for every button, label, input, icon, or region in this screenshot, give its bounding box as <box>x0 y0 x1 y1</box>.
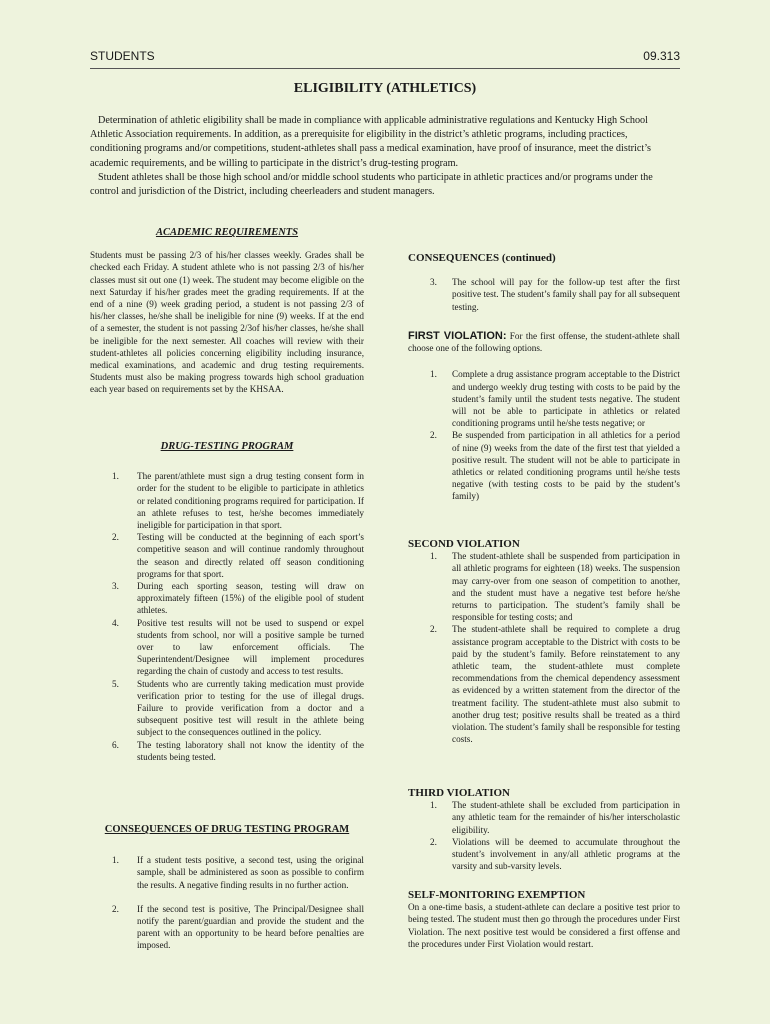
list-item: 5. Students who are currently taking medication must provide verification prior to testing for the use of illegal drugs. Failure to provide verification from a doctor and a subsequent positive test will result in the athlete being subject to the consequences outlined in the policy. <box>112 678 364 738</box>
list-item: 2. Violations will be deemed to accumulate throughout the student’s involvement in any/all athletic programs at the varsity and sub-varsity levels. <box>430 836 680 872</box>
intro-paragraph: Student athletes shall be those high school and/or middle school students who participate in athletic practices and/or programs under the control and jurisdiction of the District, including cheerleaders and student managers. <box>90 171 653 198</box>
list-item: 2. If the second test is positive, The Principal/Designee shall notify the parent/guardian and provide the student and the parent with an opportunity to be heard before penalties are imposed. <box>112 903 364 951</box>
self-monitoring-heading: SELF-MONITORING EXEMPTION <box>408 889 586 901</box>
list-item: 1. If a student tests positive, a second test, using the original sample, shall be administered as soon as possible to confirm the results. A negative finding results in no further action. <box>112 855 364 890</box>
header-divider <box>90 68 680 69</box>
first-violation-heading: FIRST VIOLATION: <box>408 330 507 342</box>
consequences-section <box>90 824 364 952</box>
second-violation-heading: SECOND VIOLATION <box>408 538 520 550</box>
first-violation-list <box>408 368 680 502</box>
list-item: 6. The testing laboratory shall not know the identity of the students being tested. <box>112 739 364 762</box>
first-violation-intro <box>408 330 680 354</box>
list-item: 1. The student-athlete shall be suspended from participation in all athletic programs for eighteen (18) weeks. The suspension may carry-over from one season of competition to another, and the student must have a negative test before he/she returns to participation. The student’s family shall be responsible for testing costs; and <box>430 551 680 623</box>
self-monitoring-text: On a one-time basis, a student-athlete can declare a positive test prior to being tested. The student must then go through the procedures under First Violation. The next positive test would be considered a first offense and the procedures under First Violation would restart. <box>408 902 680 949</box>
consequences-heading: CONSEQUENCES OF DRUG TESTING PROGRAM <box>104 824 350 835</box>
drug-testing-heading: DRUG-TESTING PROGRAM <box>160 441 294 452</box>
academic-heading: ACADEMIC REQUIREMENTS <box>155 227 299 238</box>
second-violation-list <box>408 550 680 745</box>
list-item: 1. The student-athlete shall be excluded from participation in any athletic team for the remainder of his/her interscholastic eligibility. <box>430 800 680 835</box>
list-item: 4. Positive test results will not be used to suspend or expel students from school, nor will a positive sample be turned over to law enforcement officials. The Superintendent/Designee will implement procedures regarding the chain of custody and access to test results. <box>112 617 364 677</box>
list-item: 3. During each sporting season, testing will draw on approximately fifteen (15%) of the eligible pool of student athletes. <box>112 581 364 616</box>
consequences-continued-heading: CONSEQUENCES (continued) <box>408 252 556 264</box>
third-violation-section <box>408 787 680 872</box>
list-item: 1. Complete a drug assistance program acceptable to the District and undergo weekly drug testing with costs to be paid by the student’s family until the student tests negative. The student will not be able to participate in athletics or related conditioning programs until he/she tests negative; or <box>430 369 680 429</box>
first-violation-lead: For the first offense, the student-athlete shall choose one of the following options. <box>408 331 680 354</box>
third-violation-heading: THIRD VIOLATION <box>408 787 510 799</box>
drug-testing-list <box>90 470 364 763</box>
consequences-continued-list <box>408 276 680 313</box>
list-item: 1. The parent/athlete must sign a drug testing consent form in order for the student to be eligible to participate in athletics or related conditioning programs required for participation. If an athlete refuses to test, he/she becomes immediately ineligible for participation in that sport. <box>112 471 364 531</box>
drug-testing-section <box>90 441 364 763</box>
consequences-continued-section <box>408 252 680 313</box>
list-item: 2. Testing will be conducted at the beginning of each sport’s competitive season and will continue randomly throughout the season and directly related off season conditioning programs for that sport. <box>112 532 364 579</box>
header-policy-number: 09.313 <box>643 49 680 63</box>
academic-section <box>90 227 364 396</box>
first-violation-section <box>408 330 680 503</box>
intro-paragraph: Determination of athletic eligibility shall be made in compliance with applicable administrative regulations and Kentucky High School Athletic Association requirements. In addition, as a prerequisite for eligibility in the district’s athletic programs, including practices, conditioning programs and/or competitions, student-athletes shall pass a medical examination, have proof of insurance, meet the district’s academic requirements, and be willing to participate in the district’s drug-testing program. <box>90 115 652 169</box>
academic-text: Students must be passing 2/3 of his/her classes weekly. Grades shall be checked each Friday. A student athlete who is not passing 2/3 of his/her classes must sit out one (1) week. The student may become eligible on the next Saturday if his/her grades meet the grading requirements. If at the end of a nine (9) week grading period, a student is not passing 2/3 of his/her classes, he/she shall be ineligible for nine (9) weeks. If at the end of a semester, the student is not passing 2/3of his/her classes, he/she shall be ineligible for the next semester. All coaches will review with their student-athletes all policies concerning eligibility including insurance, medical examinations, and academic and drug testing requirements. Students must also be making progress towards high school graduation each year based on requirements set by the KHSAA. <box>90 250 364 395</box>
page-title: ELIGIBILITY (ATHLETICS) <box>293 81 477 96</box>
list-item: 2. The student-athlete shall be required to complete a drug assistance program acceptable to the District with costs to be paid by the student’s family. Before reinstatement to any athletic team, the student-athlete must complete recommendations from the chemical dependency assessment as evidenced by a written statement from the director of the treatment facility. The student-athlete must also submit to another drug test; positive results shall be treated as a third violation. The student’s family shall be responsible for testing costs. <box>430 624 680 745</box>
intro-section <box>90 114 680 199</box>
second-violation-section <box>408 538 680 745</box>
self-monitoring-section <box>408 889 680 950</box>
list-item: 3. The school will pay for the follow-up test after the first positive test. The student’s family shall pay for all subsequent testing. <box>430 277 680 312</box>
third-violation-list <box>408 799 680 872</box>
header-section-label: STUDENTS <box>90 49 155 63</box>
list-item: 2. Be suspended from participation in all athletics for a period of nine (9) weeks from the date of the first test that yielded a positive result. The student will not be able to participate in athletics or related conditioning programs until he/she tests negative (with testing costs to be paid by the student’s family) <box>430 430 680 502</box>
consequences-list <box>90 854 364 951</box>
